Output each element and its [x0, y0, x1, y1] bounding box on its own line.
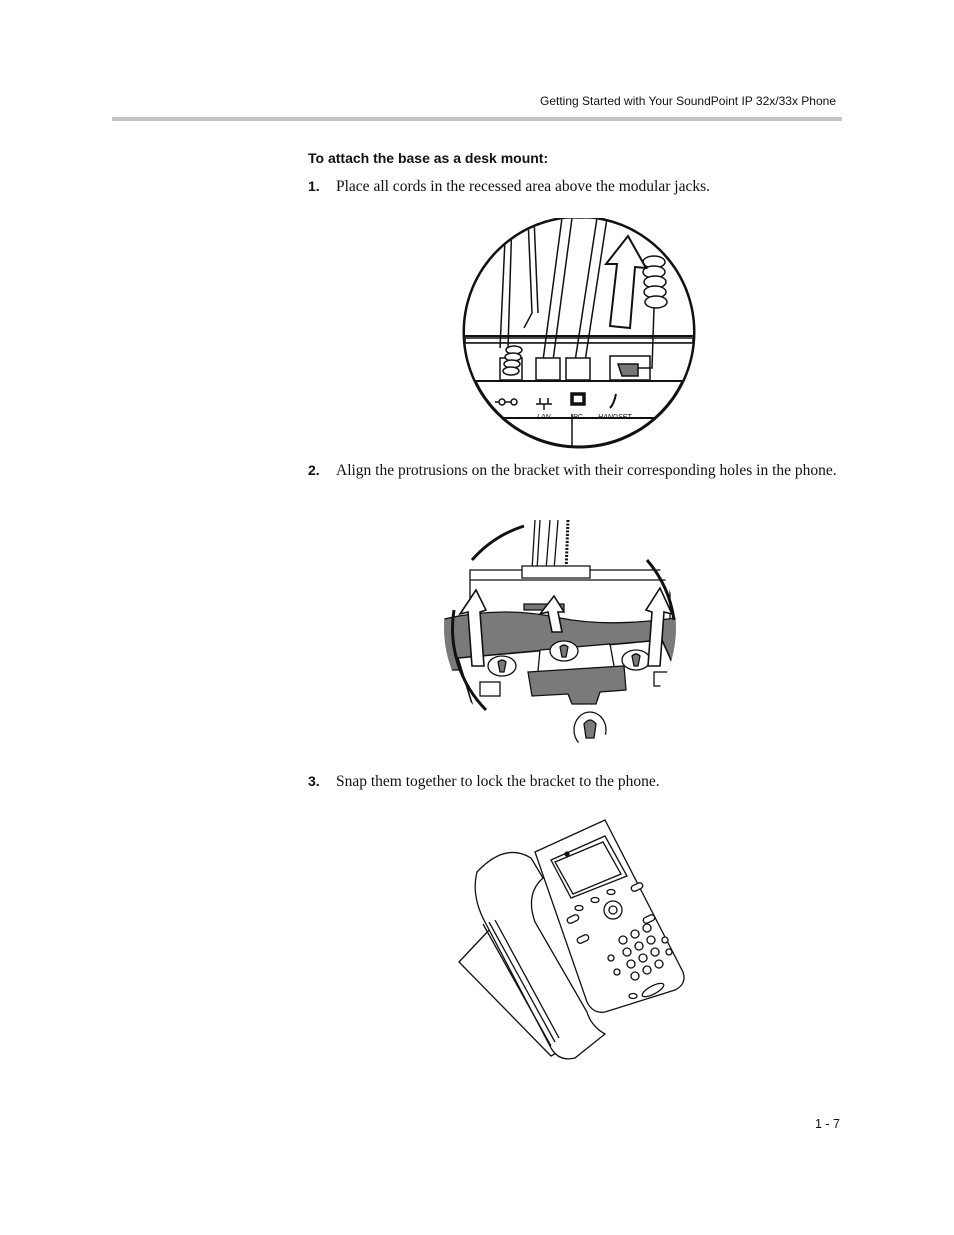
handset-jack-label: HANDSET	[598, 414, 632, 421]
step-2-number: 2.	[308, 462, 320, 478]
procedure-heading: To attach the base as a desk mount:	[308, 150, 549, 166]
step-2-text: Align the protrusions on the bracket with their corresponding holes in the phone.	[336, 462, 837, 479]
step-3-number: 3.	[308, 773, 320, 789]
figure-assembled-phone	[455, 812, 691, 1064]
page-number: 1 - 7	[814, 1117, 840, 1131]
figure-cords-recessed-area	[462, 218, 698, 452]
header-rule	[112, 117, 842, 121]
step-3-text: Snap them together to lock the bracket to the phone.	[336, 773, 660, 790]
lan-jack-label: LAN	[537, 414, 551, 421]
step-1-text: Place all cords in the recessed area above the modular jacks.	[336, 178, 710, 195]
figure-bracket-alignment	[440, 520, 710, 756]
running-header: Getting Started with Your SoundPoint IP 32x/33x Phone	[540, 94, 836, 108]
pc-jack-label: PC	[573, 414, 583, 421]
step-1-number: 1.	[308, 178, 320, 194]
